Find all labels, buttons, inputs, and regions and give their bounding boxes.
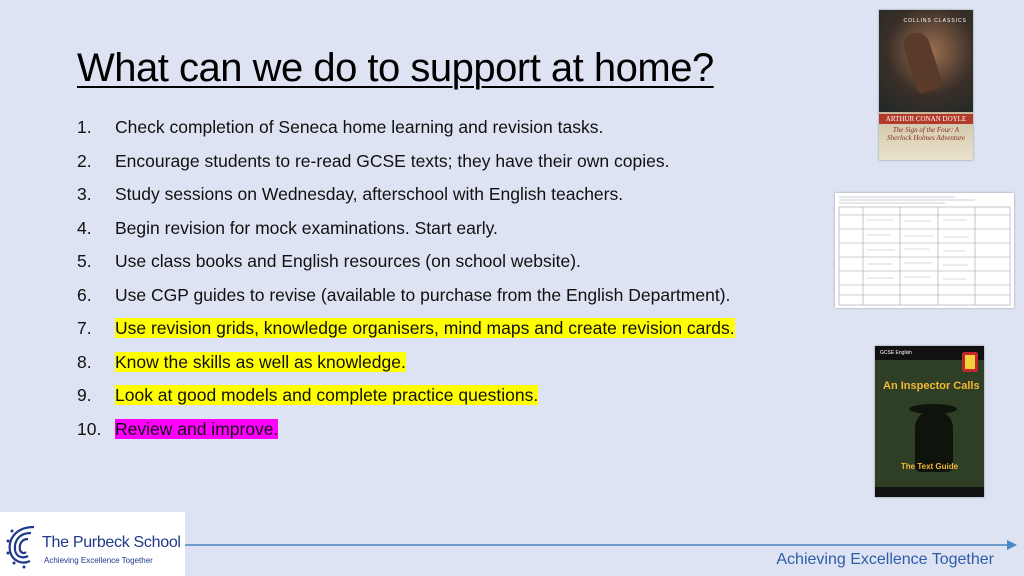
- list-item: [77, 284, 789, 307]
- shell-logo-icon: [4, 519, 40, 569]
- item-number: 5.: [77, 251, 92, 271]
- item-text: Study sessions on Wednesday, afterschool with English teachers.: [115, 184, 624, 204]
- item-text: Encourage students to re-read GCSE texts; they have their own copies.: [115, 150, 670, 171]
- publisher-brand: COLLINS CLASSICS: [903, 18, 967, 24]
- item-number: 1.: [77, 117, 92, 137]
- revision-grid-document: [835, 193, 1014, 308]
- item-text: Use CGP guides to revise (available to purchase from the English Department).: [115, 284, 731, 305]
- cgp-logo-icon: [962, 352, 978, 372]
- grid-lines-icon: [835, 193, 1014, 308]
- item-text: Use revision grids, knowledge organisers, mind maps and create revision cards.: [115, 318, 735, 338]
- item-number: 10.: [77, 418, 102, 439]
- support-list: [77, 116, 789, 451]
- book-author: ARTHUR CONAN DOYLE: [879, 114, 973, 124]
- item-number: 9.: [77, 385, 92, 405]
- item-text: Begin revision for mock examinations. Start early.: [115, 217, 498, 238]
- school-name: The Purbeck School: [42, 534, 181, 551]
- item-number: 6.: [77, 284, 92, 305]
- list-item: [77, 351, 789, 374]
- book-subtitle: The Text Guide: [900, 462, 959, 471]
- book-title: The Sign of the Four: A Sherlock Holmes Adventure: [887, 126, 965, 142]
- list-item: [77, 116, 789, 139]
- book-title: An Inspector Calls: [883, 380, 980, 392]
- item-number: 2.: [77, 150, 92, 171]
- slide-title: What can we do to support at home?: [77, 46, 714, 90]
- item-text: Check completion of Seneca home learning and revision tasks.: [115, 117, 604, 137]
- item-number: 3.: [77, 184, 92, 204]
- sherlock-book-cover: [879, 10, 973, 160]
- item-number: 4.: [77, 217, 92, 238]
- inspector-calls-book-cover: [875, 346, 984, 497]
- item-text: Look at good models and complete practice questions.: [115, 385, 539, 405]
- footer-arrow-icon: [185, 538, 1019, 552]
- list-item: [77, 150, 789, 173]
- list-item: [77, 217, 789, 240]
- school-tagline: Achieving Excellence Together: [44, 556, 153, 565]
- item-text: Know the skills as well as knowledge.: [115, 351, 406, 372]
- list-item: [77, 183, 789, 206]
- cover-bottom-band: [875, 487, 984, 497]
- item-number: 7.: [77, 318, 92, 338]
- list-item: [77, 384, 789, 407]
- book-series: GCSE English: [880, 350, 912, 356]
- list-item: [77, 317, 789, 340]
- item-number: 8.: [77, 351, 92, 372]
- school-logo: [0, 512, 185, 576]
- item-text: Review and improve.: [115, 418, 279, 439]
- list-item: [77, 250, 789, 273]
- footer-motto: Achieving Excellence Together: [776, 551, 994, 568]
- item-text: Use class books and English resources (on school website).: [115, 251, 581, 271]
- list-item: [77, 418, 789, 441]
